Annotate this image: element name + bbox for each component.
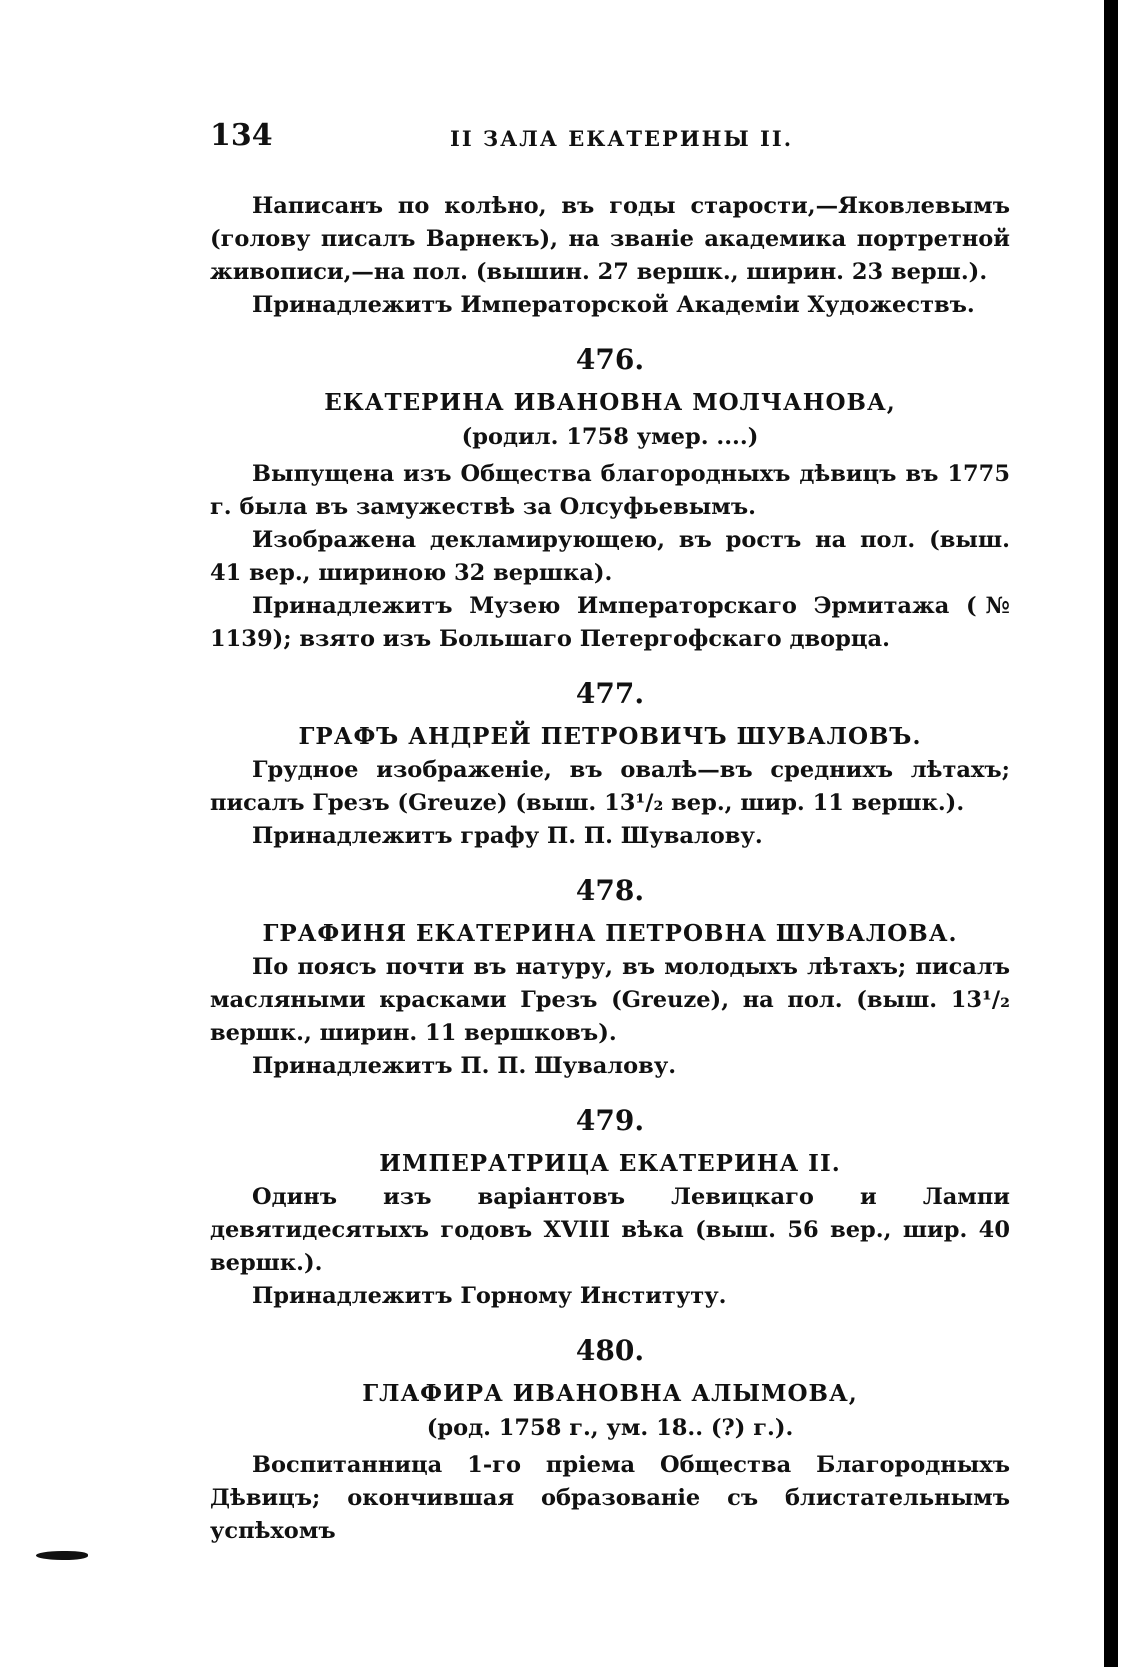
entry-name: ГРАФИНЯ ЕКАТЕРИНА ПЕТРОВНА ШУВАЛОВА.: [262, 920, 958, 947]
entry-name: ГЛАФИРА ИВАНОВНА АЛЫМОВА,: [362, 1380, 858, 1407]
entry-paragraph: Принадлежитъ Музею Императорскаго Эрмитажа (№ 1139); взято изъ Большаго Петергофскаго дворца.: [210, 593, 1010, 652]
entry-paragraph: Изображена декламирующею, въ ростъ на пол. (выш. 41 вер., шириною 32 вершка).: [210, 527, 1010, 586]
margin-ink-mark: [36, 1551, 88, 1560]
entry-name: ИМПЕРАТРИЦА ЕКАТЕРИНА II.: [379, 1150, 841, 1177]
entry-number: 478.: [575, 874, 645, 907]
entry-name: ЕКАТЕРИНА ИВАНОВНА МОЛЧАНОВА,: [324, 389, 896, 416]
page-edge-shadow: [1104, 0, 1118, 1667]
entry-paragraph: Принадлежитъ П. П. Шувалову.: [252, 1053, 677, 1079]
running-head: II ЗАЛА ЕКАТЕРИНЫ II.: [450, 126, 794, 151]
entry-paragraph: Выпущена изъ Общества благородныхъ дѣвицъ въ 1775 г. была въ замужествѣ за Олсуфьевымъ.: [210, 461, 1010, 520]
page-number: 134: [210, 118, 273, 153]
page-body: [210, 190, 1010, 1548]
entry-name: ГРАФЪ АНДРЕЙ ПЕТРОВИЧЪ ШУВАЛОВЪ.: [298, 723, 922, 750]
entry-number: 479.: [575, 1104, 645, 1137]
entry-paragraph: Принадлежитъ графу П. П. Шувалову.: [252, 823, 763, 849]
entry-dates: (родил. 1758 умер. ....): [461, 424, 759, 450]
entry-dates: (род. 1758 г., ум. 18.. (?) г.).: [426, 1415, 794, 1441]
entry-number: 476.: [575, 343, 645, 376]
entry-number: 477.: [575, 677, 645, 710]
intro-ownership: Принадлежитъ Императорской Академіи Художествъ.: [252, 292, 975, 318]
entry-paragraph: Принадлежитъ Горному Институту.: [252, 1283, 727, 1309]
entry-paragraph: Грудное изображеніе, въ овалѣ—въ среднихъ лѣтахъ; писалъ Грезъ (Greuze) (выш. 13¹/₂ вер., шир. 11 вершк.).: [210, 757, 1010, 816]
page-header: [210, 118, 1010, 158]
entry-paragraph: Воспитанница 1-го пріема Общества Благородныхъ Дѣвицъ; окончившая образованіе съ блистательнымъ успѣхомъ: [210, 1452, 1010, 1544]
intro-paragraph: Написанъ по колѣно, въ годы старости,—Яковлевымъ (голову писалъ Варнекъ), на званіе академика портретной живописи,—на пол. (вышин. 27 вершк., ширин. 23 верш.).: [210, 193, 1010, 285]
entry-number: 480.: [575, 1334, 645, 1367]
entry-paragraph: По поясъ почти въ натуру, въ молодыхъ лѣтахъ; писалъ масляными красками Грезъ (Greuze), на пол. (выш. 13¹/₂ вершк., ширин. 11 вершковъ).: [210, 954, 1010, 1046]
entry-paragraph: Одинъ изъ варіантовъ Левицкаго и Лампи девятидесятыхъ годовъ XVIII вѣка (выш. 56 вер., шир. 40 вершк.).: [210, 1184, 1010, 1276]
